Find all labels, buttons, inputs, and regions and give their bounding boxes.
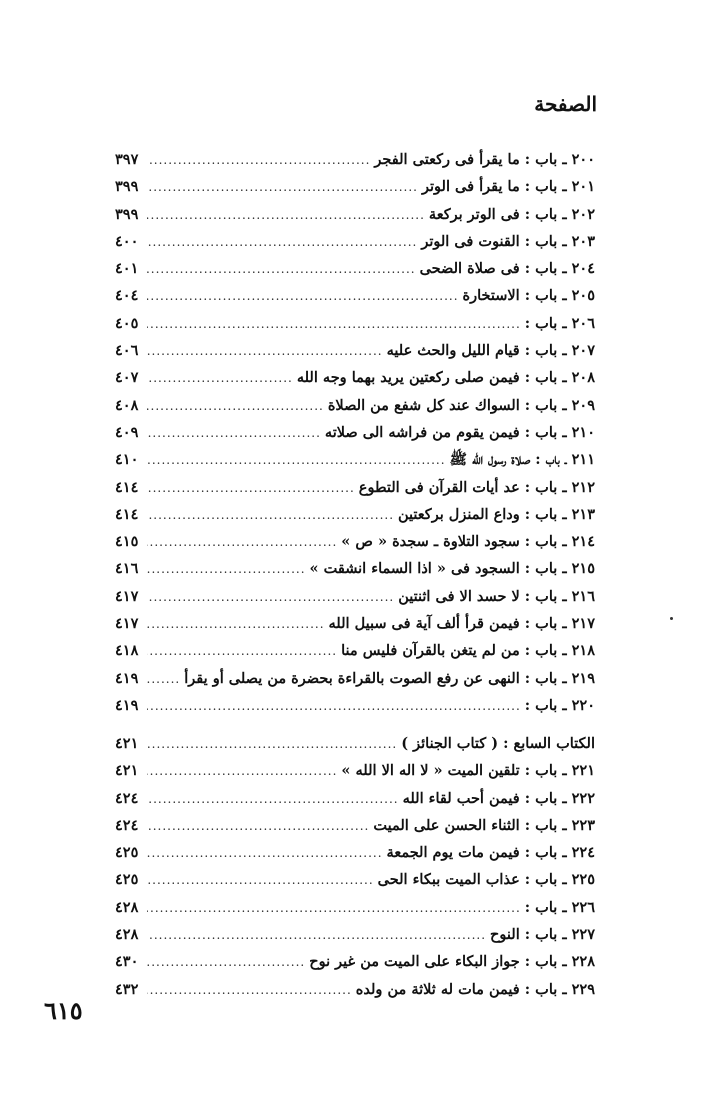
toc-entry [115,894,595,921]
toc-entry-title: ٢٢٣ ـ باب : الثناء الحسن على الميت [373,816,595,834]
dot-leader [147,867,374,894]
toc-entry-page: ٣٩٧ [115,151,139,168]
toc-entry-page: ٤١٩ [115,696,139,714]
toc-entry-title: ٢١٧ ـ باب : فيمن قرأ ألف آية فى سبيل الله [328,615,595,633]
toc-entry-page: ٤٠٤ [115,287,139,305]
toc-entry-title: ٢٠٠ ـ باب : ما يقرأ فى ركعتى الفجر [374,151,595,168]
toc-entry-title: ٢٢٦ ـ باب : [524,898,595,916]
dot-leader [147,311,521,338]
toc-entry-page: ٤١٩ [115,669,139,687]
dot-leader [147,840,383,867]
toc-entry [115,392,595,419]
dot-leader [147,502,394,529]
toc-entry [115,146,595,173]
dot-leader [147,365,293,392]
toc-entry-title: ٢٢٨ ـ باب : جواز البكاء على الميت من غير نوح [309,953,595,971]
toc-entry-page: ٤٢٨ [115,898,139,916]
dot-leader [147,977,352,1004]
toc-entry [115,637,595,664]
toc-entry-page: ٤١٠ [115,451,139,469]
toc-entry-page: ٤٠٧ [115,369,139,387]
dot-leader [147,256,416,283]
toc-entry-page: ٣٩٩ [115,205,139,223]
dot-leader [147,202,425,229]
toc-entry-title: ٢١٤ ـ باب : سجود التلاوة ـ سجدة « ص » [341,533,595,551]
toc-entry [115,528,595,555]
toc-entry [115,948,595,975]
toc-entry [115,692,595,719]
toc-entry-page: ٤٢٨ [115,926,139,944]
toc-entry-title: ٢١٢ ـ باب : عد أيات القرآن فى التطوع [358,478,595,496]
toc-entry-page: ٤٣٠ [115,953,139,971]
dot-leader [147,529,337,556]
dot-leader [147,813,369,840]
dot-leader [147,393,324,420]
dot-leader [147,895,521,922]
dot-leader [147,447,446,474]
toc-entry-page: ٤٢٥ [115,844,139,862]
toc-entry-page: ٤٢١ [115,735,139,752]
toc-entry [115,474,595,501]
toc-entry-title: ٢٢٠ ـ باب : [524,696,595,714]
toc-entry [115,866,595,893]
toc-entry [115,310,595,337]
toc-entry-page: ٤٠٦ [115,342,139,360]
toc-entry [115,173,595,200]
toc-entry-title: ٢٢٥ ـ باب : عذاب الميت ببكاء الحى [377,871,595,889]
page-number: ٦١٥ [44,996,83,1025]
dot-leader [147,638,337,665]
toc-entry-page: ٤١٥ [115,533,139,551]
toc-entry [115,665,595,692]
toc-entry-title: ٢١٣ ـ باب : وداع المنزل بركعتين [398,505,595,523]
toc-entry-title: ٢٠٥ ـ باب : الاستخارة [462,287,595,305]
toc-entry-title: ٢٠١ ـ باب : ما يقرأ فى الوتر [422,178,595,196]
toc-entry [115,555,595,582]
dot-leader [147,338,383,365]
toc-entry-page: ٤١٤ [115,505,139,523]
dot-leader [147,949,305,976]
toc-entry-page: ٤٢٤ [115,816,139,834]
toc-entry-page: ٤١٤ [115,478,139,496]
toc-entry [115,583,595,610]
dot-leader [147,693,521,720]
toc-entry-title: ٢١٦ ـ باب : لا حسد الا فى اثنتين [398,587,595,605]
toc-entry-page: ٤٠٩ [115,423,139,441]
toc-entry-title: ٢٠٩ ـ باب : السواك عند كل شفع من الصلاة [327,396,595,414]
toc-entry-title: ٢٠٨ ـ باب : فيمن صلى ركعتين يريد بهما وجه الله [296,369,595,387]
toc-entry-page: ٤١٨ [115,642,139,660]
toc-entry-title: ٢٢٧ ـ باب : النوح [490,926,595,944]
toc-entry [115,785,595,812]
toc-entry-title: ٢٢٩ ـ باب : فيمن مات له ثلاثة من ولده [355,980,595,998]
toc-entry-page: ٤٢١ [115,762,139,780]
toc-entry-page: ٣٩٩ [115,178,139,196]
dot-leader [147,758,337,785]
toc-entry-title: ٢٢٢ ـ باب : فيمن أحب لقاء الله [402,789,595,807]
dot-leader [147,786,399,813]
dot-leader [147,475,355,502]
print-speck [670,617,673,620]
toc-entry [115,839,595,866]
toc-entry-title: ٢١٩ ـ باب : النهى عن رفع الصوت بالقراءة بحضرة من يصلى أو يقرأ [184,669,595,687]
toc-entry-title: ٢٠٣ ـ باب : القنوت فى الوتر [421,232,595,250]
toc-entry-title: ٢١١ ـ باب : صلاة رسول الله ﷺ [449,451,595,469]
toc-entry [115,201,595,228]
toc-entry-page: ٤٣٢ [115,980,139,998]
page-header-label: الصفحة [534,92,597,116]
toc-entry-page: ٤١٧ [115,587,139,605]
toc-entry-title: ٢١٠ ـ باب : فيمن يقوم من فراشه الى صلاته [324,423,595,441]
toc-entry-title: ٢٠٧ ـ باب : قيام الليل والحث عليه [386,342,595,360]
toc-entry-page: ٤٠٠ [115,232,139,250]
dot-leader [147,731,397,758]
toc-entry [115,757,595,784]
dot-leader [147,666,180,693]
dot-leader [147,283,459,310]
toc-entry [115,337,595,364]
dot-leader [147,556,306,583]
toc-entry [115,976,595,1003]
toc-entry-title: ٢٠٢ ـ باب : فى الوتر بركعة [428,205,595,223]
dot-leader [147,922,486,949]
toc-entry [115,419,595,446]
toc-entry [115,730,595,757]
toc-section-one [115,146,595,719]
toc-entry-page: ٤٠٥ [115,314,139,332]
toc-entry [115,228,595,255]
toc-entry-title: ٢٢١ ـ باب : تلقين الميت « لا اله الا الله » [341,762,595,780]
toc-entry-page: ٤٢٤ [115,789,139,807]
toc-entry-page: ٤٠٨ [115,396,139,414]
dot-leader [147,174,418,201]
toc-section-two [115,730,595,1003]
dot-leader [147,229,417,256]
toc-entry-title: ٢٠٤ ـ باب : فى صلاة الضحى [419,260,595,278]
dot-leader [147,147,370,174]
toc-entry [115,282,595,309]
dot-leader [147,420,321,447]
toc-entry-page: ٤٢٥ [115,871,139,889]
toc-entry-page: ٤١٦ [115,560,139,578]
toc-entry-title: ٢١٥ ـ باب : السجود فى « اذا السماء انشقت » [309,560,595,578]
toc-entry [115,364,595,391]
dot-leader [147,611,325,638]
toc-entry-title: ٢١٨ ـ باب : من لم يتغن بالقرآن فليس منا [341,642,595,660]
toc-entry [115,921,595,948]
toc-entry-title: ٢٢٤ ـ باب : فيمن مات يوم الجمعة [386,844,595,862]
toc-entry [115,446,595,473]
dot-leader [147,584,394,611]
toc-entry-page: ٤١٧ [115,615,139,633]
toc-entry [115,812,595,839]
toc-entry [115,610,595,637]
toc-entry [115,255,595,282]
toc-entry-title: الكتاب السابع : ( كتاب الجنائز ) [401,735,595,752]
toc-entry-page: ٤٠١ [115,260,139,278]
toc-entry [115,501,595,528]
toc-entry-title: ٢٠٦ ـ باب : [524,314,595,332]
